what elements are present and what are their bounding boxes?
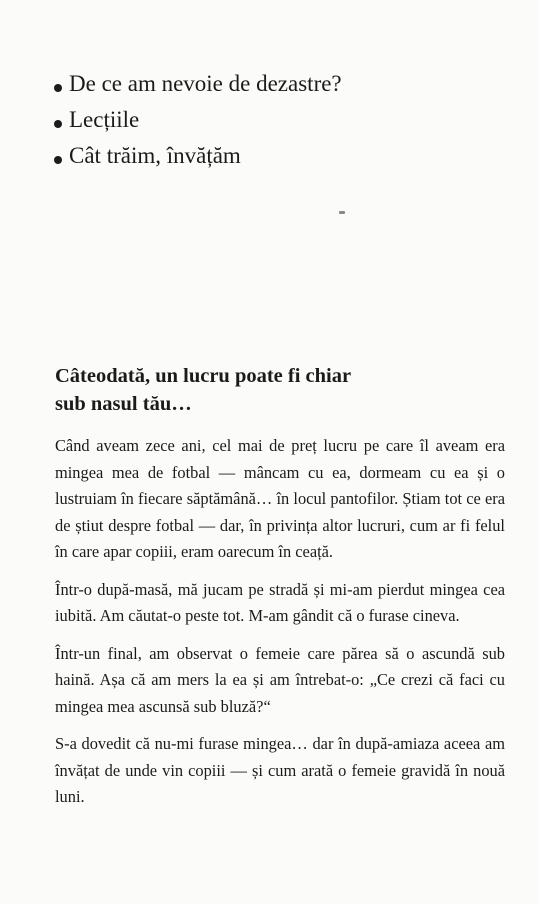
story-paragraph: Când aveam zece ani, cel mai de preț lucru pe care îl aveam era mingea mea de fotbal — mâncam cu ea, dormeam cu ea și o lustruiam în fiecare săptămână… în locul pantofilor. Știam tot ce era de știut despre fotbal — dar, în privința altor lucruri, cum ar fi felul în care apar copiii, eram oarecum în ceață. xyxy=(55,436,505,561)
scan-speck xyxy=(339,211,345,214)
story-paragraph: Într-un final, am observat o femeie care părea să o ascundă sub haină. Așa că am mers la ea și am întrebat-o: „Ce crezi că faci cu mingea mea ascunsă sub bluză?“ xyxy=(55,643,505,716)
topic-list xyxy=(54,66,342,174)
topic-text: De ce am nevoie de dezastre? xyxy=(69,71,342,96)
section-heading: Câteodată, un lucru poate fi chiar sub nasul tău… xyxy=(55,365,351,415)
bullet-dot-icon xyxy=(54,156,62,164)
story-section xyxy=(55,362,505,822)
topic-item xyxy=(54,138,342,174)
topic-item xyxy=(54,102,342,138)
topic-text: Cât trăim, învățăm xyxy=(69,143,241,168)
topic-text: Lecțiile xyxy=(69,107,140,132)
bullet-dot-icon xyxy=(54,84,62,92)
story-paragraph: S-a dovedit că nu-mi furase mingea… dar în după-amiaza aceea am învățat de unde vin copiii — și cum arată o femeie gravidă în nouă luni. xyxy=(55,734,505,806)
story-paragraph: Într-o după-masă, mă jucam pe stradă și mi-am pierdut mingea cea iubită. Am căutat-o peste tot. M-am gândit că o furase cineva. xyxy=(55,579,505,625)
topic-item xyxy=(54,66,342,102)
bullet-dot-icon xyxy=(54,120,62,128)
